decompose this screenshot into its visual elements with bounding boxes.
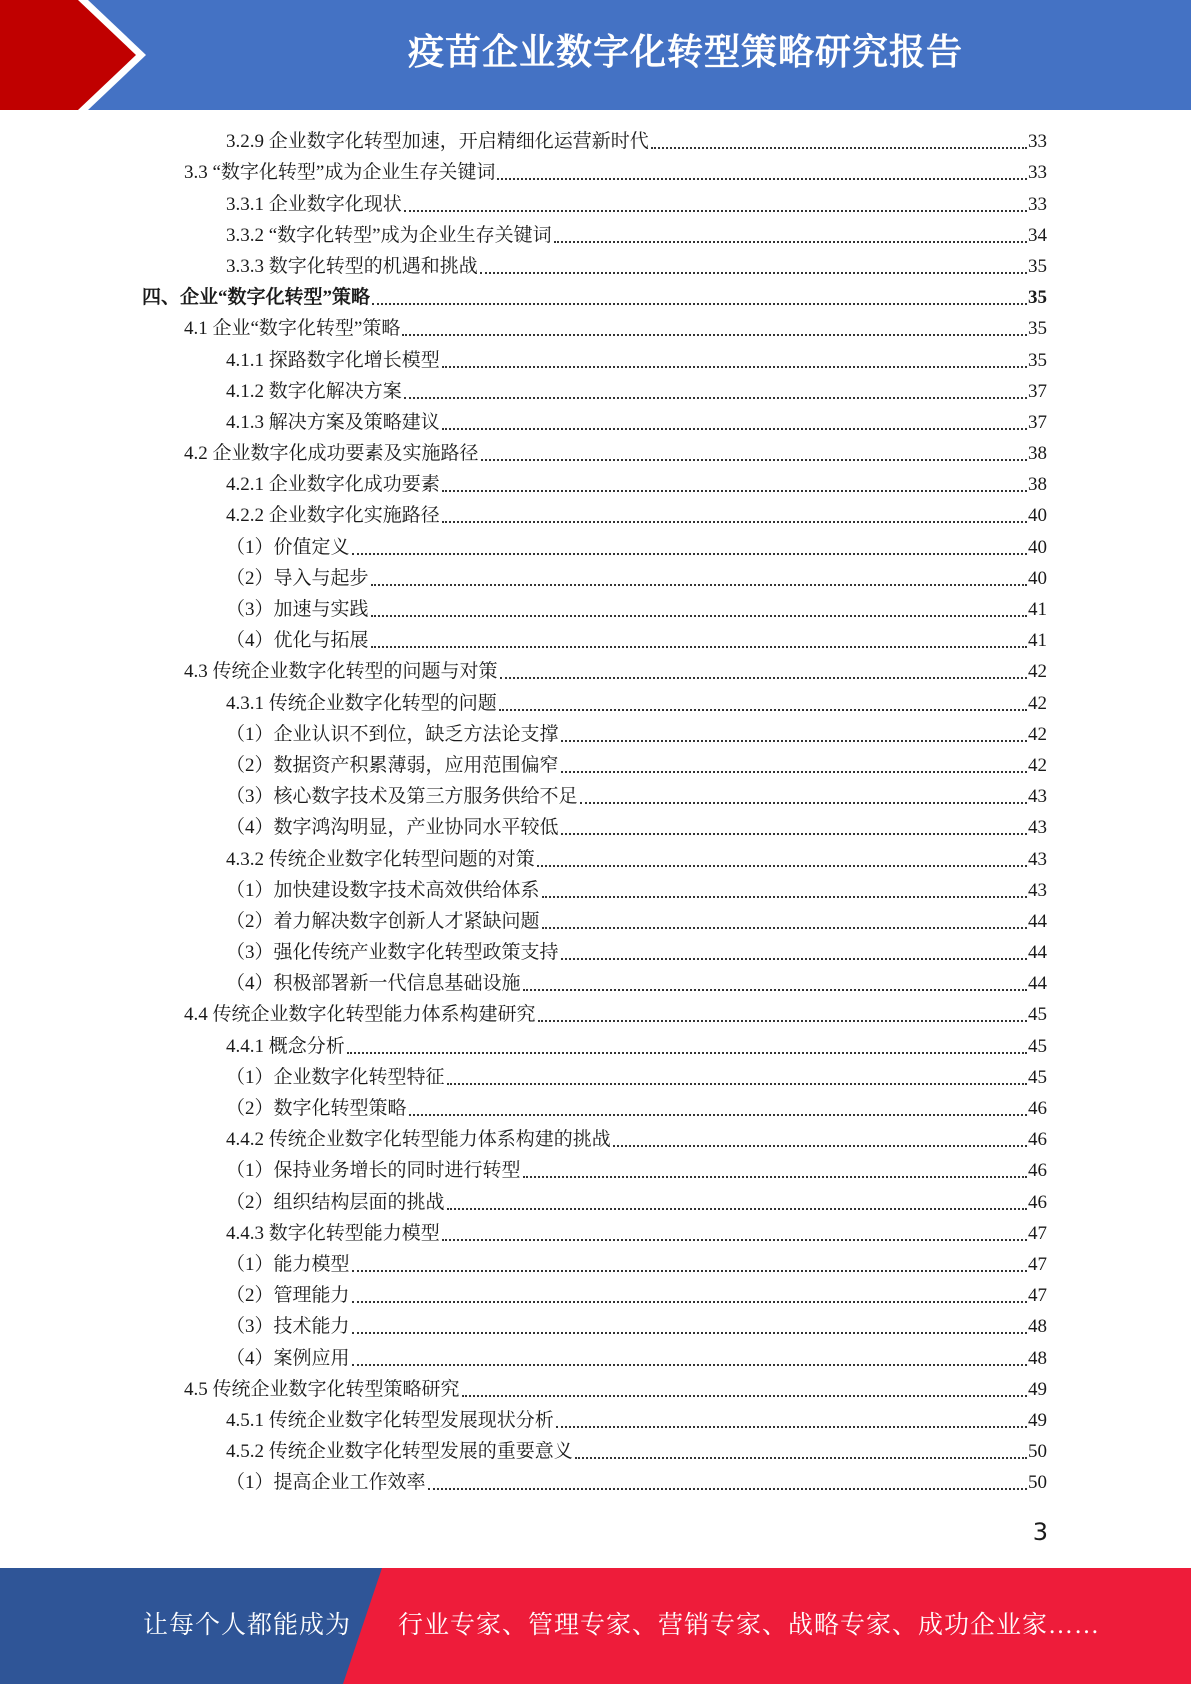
toc-entry-page-number: 40 — [1028, 567, 1047, 589]
toc-dot-leader — [523, 1176, 1027, 1178]
toc-entry-page-number: 40 — [1028, 536, 1047, 558]
toc-entry[interactable] — [0, 470, 1191, 501]
toc-entry[interactable] — [0, 1219, 1191, 1250]
toc-entry-page-number: 43 — [1028, 786, 1047, 808]
toc-entry[interactable] — [0, 1125, 1191, 1156]
toc-entry[interactable] — [0, 688, 1191, 719]
toc-entry-label: （3）核心数字技术及第三方服务供给不足 — [226, 786, 578, 808]
toc-entry-page-number: 34 — [1028, 224, 1047, 246]
toc-entry-page-number: 47 — [1028, 1222, 1047, 1244]
toc-dot-leader — [347, 1052, 1027, 1054]
toc-entry[interactable] — [0, 657, 1191, 688]
toc-entry[interactable] — [0, 1281, 1191, 1312]
toc-entry-label: 4.5.1 传统企业数字化转型发展现状分析 — [226, 1409, 554, 1431]
toc-entry[interactable] — [0, 626, 1191, 657]
toc-entry[interactable] — [0, 532, 1191, 563]
toc-entry[interactable] — [0, 1437, 1191, 1468]
toc-entry-label: 4.1 企业“数字化转型”策略 — [184, 318, 401, 340]
toc-dot-leader — [497, 178, 1027, 180]
toc-entry[interactable] — [0, 844, 1191, 875]
toc-dot-leader — [542, 896, 1027, 898]
toc-dot-leader — [352, 1332, 1027, 1334]
toc-dot-leader — [371, 584, 1027, 586]
toc-entry-label: 4.1.1 探路数字化增长模型 — [226, 349, 440, 371]
toc-dot-leader — [409, 1114, 1027, 1116]
toc-entry-page-number: 42 — [1028, 723, 1047, 745]
toc-dot-leader — [447, 1083, 1027, 1085]
toc-entry[interactable] — [0, 1094, 1191, 1125]
toc-dot-leader — [500, 677, 1027, 679]
toc-entry-label: 4.2.2 企业数字化实施路径 — [226, 505, 440, 527]
toc-dot-leader — [651, 147, 1027, 149]
toc-dot-leader — [428, 1488, 1027, 1490]
page-header — [0, 0, 1191, 110]
toc-dot-leader — [542, 927, 1027, 929]
toc-dot-leader — [462, 1395, 1027, 1397]
table-of-contents — [0, 127, 1191, 1499]
toc-entry-label: （1）价值定义 — [226, 536, 350, 558]
toc-entry-label: 4.3.1 传统企业数字化转型的问题 — [226, 692, 497, 714]
toc-entry[interactable] — [0, 283, 1191, 314]
toc-entry-label: 4.4.1 概念分析 — [226, 1035, 345, 1057]
toc-entry-label: （3）强化传统产业数字化转型政策支持 — [226, 942, 559, 964]
toc-entry-page-number: 41 — [1028, 630, 1047, 652]
toc-entry[interactable] — [0, 314, 1191, 345]
toc-dot-leader — [523, 989, 1027, 991]
toc-entry-page-number: 35 — [1028, 287, 1047, 309]
toc-entry-label: 4.5 传统企业数字化转型策略研究 — [184, 1378, 460, 1400]
toc-entry-label: （2）数字化转型策略 — [226, 1098, 407, 1119]
toc-entry[interactable] — [0, 1156, 1191, 1187]
toc-entry[interactable] — [0, 720, 1191, 751]
toc-entry-page-number: 49 — [1028, 1378, 1047, 1400]
toc-entry-page-number: 46 — [1028, 1160, 1047, 1182]
toc-entry-page-number: 45 — [1028, 1004, 1047, 1026]
toc-dot-leader — [404, 397, 1027, 399]
toc-dot-leader — [613, 1145, 1027, 1147]
toc-entry-label: 4.3.2 传统企业数字化转型问题的对策 — [226, 848, 535, 870]
footer-slogan-left: 让每个人都能成为 — [143, 1612, 352, 1639]
toc-dot-leader — [480, 272, 1027, 274]
toc-entry[interactable] — [0, 1063, 1191, 1094]
toc-entry-page-number: 49 — [1028, 1409, 1047, 1431]
toc-entry-page-number: 33 — [1028, 193, 1047, 215]
toc-entry-label: 4.4 传统企业数字化转型能力体系构建研究 — [184, 1004, 536, 1026]
toc-entry-page-number: 47 — [1028, 1253, 1047, 1275]
toc-entry[interactable] — [0, 189, 1191, 220]
toc-dot-leader — [561, 833, 1027, 835]
toc-dot-leader — [404, 210, 1027, 212]
toc-entry[interactable] — [0, 1468, 1191, 1499]
toc-entry-label: （1）提高企业工作效率 — [226, 1472, 426, 1494]
toc-entry[interactable] — [0, 751, 1191, 782]
toc-entry-page-number: 42 — [1028, 661, 1047, 683]
toc-dot-leader — [442, 490, 1027, 492]
toc-entry-label: （3）加速与实践 — [226, 599, 369, 620]
toc-entry-label: （1）保持业务增长的同时进行转型 — [226, 1160, 521, 1182]
toc-entry-page-number: 50 — [1028, 1472, 1047, 1494]
toc-entry-label: （1）加快建设数字技术高效供给体系 — [226, 879, 540, 901]
toc-entry-label: 4.4.2 传统企业数字化转型能力体系构建的挑战 — [226, 1129, 611, 1151]
toc-entry[interactable] — [0, 595, 1191, 626]
toc-entry[interactable] — [0, 1343, 1191, 1374]
toc-entry[interactable] — [0, 1250, 1191, 1281]
toc-dot-leader — [442, 428, 1027, 430]
toc-entry[interactable] — [0, 1312, 1191, 1343]
toc-entry-page-number: 43 — [1028, 848, 1047, 870]
toc-entry[interactable] — [0, 127, 1191, 158]
toc-entry[interactable] — [0, 408, 1191, 439]
toc-entry-page-number: 35 — [1028, 349, 1047, 371]
toc-dot-leader — [537, 865, 1027, 867]
toc-entry[interactable] — [0, 252, 1191, 283]
toc-entry-label: （4）案例应用 — [226, 1347, 350, 1369]
toc-entry[interactable] — [0, 813, 1191, 844]
toc-dot-leader — [575, 1457, 1027, 1459]
toc-entry-label: 4.5.2 传统企业数字化转型发展的重要意义 — [226, 1441, 573, 1463]
toc-entry-label: 4.2 企业数字化成功要素及实施路径 — [184, 443, 479, 465]
toc-entry-page-number: 46 — [1028, 1191, 1047, 1213]
toc-dot-leader — [442, 366, 1027, 368]
toc-entry-page-number: 38 — [1028, 443, 1047, 465]
toc-entry-label: （3）技术能力 — [226, 1316, 350, 1338]
toc-dot-leader — [442, 521, 1027, 523]
toc-entry-page-number: 46 — [1028, 1098, 1047, 1119]
document-title: 疫苗企业数字化转型策略研究报告 — [407, 32, 963, 73]
toc-entry-page-number: 43 — [1028, 879, 1047, 901]
toc-entry-label: （2）组织结构层面的挑战 — [226, 1191, 445, 1213]
toc-entry[interactable] — [0, 158, 1191, 189]
toc-entry[interactable] — [0, 439, 1191, 470]
toc-dot-leader — [371, 646, 1027, 648]
toc-entry-label: 4.1.3 解决方案及策略建议 — [226, 411, 440, 433]
toc-entry-page-number: 50 — [1028, 1441, 1047, 1463]
toc-entry-label: 3.3.3 数字化转型的机遇和挑战 — [226, 255, 478, 277]
toc-entry-label: 3.3 “数字化转型”成为企业生存关键词 — [184, 162, 496, 184]
header-chevron-decoration — [0, 0, 155, 110]
toc-entry[interactable] — [0, 1187, 1191, 1218]
toc-dot-leader — [580, 802, 1027, 804]
toc-entry-page-number: 48 — [1028, 1347, 1047, 1369]
toc-entry-label: 4.2.1 企业数字化成功要素 — [226, 474, 440, 496]
toc-entry-label: 4.4.3 数字化转型能力模型 — [226, 1222, 440, 1244]
toc-entry-label: 3.3.1 企业数字化现状 — [226, 193, 402, 215]
toc-entry-page-number: 40 — [1028, 505, 1047, 527]
toc-entry[interactable] — [0, 221, 1191, 252]
toc-entry[interactable] — [0, 876, 1191, 907]
toc-dot-leader — [352, 1364, 1027, 1366]
toc-entry[interactable] — [0, 1406, 1191, 1437]
toc-entry-label: （2）数据资产积累薄弱，应用范围偏窄 — [226, 754, 559, 776]
toc-entry-label: （1）能力模型 — [226, 1253, 350, 1275]
toc-entry-label: （1）企业认识不到位，缺乏方法论支撑 — [226, 723, 559, 745]
toc-entry[interactable] — [0, 938, 1191, 969]
toc-entry-label: 4.1.2 数字化解决方案 — [226, 380, 402, 402]
toc-entry-label: 3.3.2 “数字化转型”成为企业生存关键词 — [226, 224, 552, 246]
toc-entry-label: （2）管理能力 — [226, 1285, 350, 1307]
toc-dot-leader — [538, 1020, 1027, 1022]
toc-dot-leader — [371, 615, 1027, 617]
toc-entry[interactable] — [0, 782, 1191, 813]
toc-dot-leader — [352, 1270, 1027, 1272]
toc-entry-page-number: 35 — [1028, 255, 1047, 277]
toc-entry[interactable] — [0, 564, 1191, 595]
toc-entry-label: （4）数字鸿沟明显，产业协同水平较低 — [226, 817, 559, 839]
toc-entry[interactable] — [0, 377, 1191, 408]
toc-entry-page-number: 47 — [1028, 1285, 1047, 1307]
toc-dot-leader — [561, 771, 1027, 773]
toc-entry-label: 四、企业“数字化转型”策略 — [142, 287, 371, 309]
toc-entry-label: （1）企业数字化转型特征 — [226, 1066, 445, 1088]
footer-slogan-right: 行业专家、管理专家、营销专家、战略专家、成功企业家…… — [398, 1612, 1101, 1639]
toc-entry-page-number: 35 — [1028, 318, 1047, 340]
page-footer — [0, 1568, 1191, 1684]
toc-dot-leader — [402, 334, 1027, 336]
toc-dot-leader — [481, 459, 1027, 461]
toc-entry-label: （4）优化与拓展 — [226, 630, 369, 652]
toc-entry-page-number: 44 — [1028, 910, 1047, 932]
toc-dot-leader — [554, 241, 1027, 243]
toc-entry-page-number: 38 — [1028, 474, 1047, 496]
toc-entry-page-number: 46 — [1028, 1129, 1047, 1151]
toc-entry-page-number: 37 — [1028, 411, 1047, 433]
toc-dot-leader — [561, 958, 1027, 960]
toc-entry[interactable] — [0, 1000, 1191, 1031]
toc-entry-page-number: 33 — [1028, 131, 1047, 153]
toc-dot-leader — [352, 553, 1027, 555]
toc-dot-leader — [556, 1426, 1027, 1428]
toc-entry-label: （2）导入与起步 — [226, 567, 369, 589]
toc-entry[interactable] — [0, 969, 1191, 1000]
toc-entry-page-number: 42 — [1028, 692, 1047, 714]
toc-entry-label: （4）积极部署新一代信息基础设施 — [226, 973, 521, 995]
toc-entry-page-number: 48 — [1028, 1316, 1047, 1338]
toc-entry-page-number: 45 — [1028, 1035, 1047, 1057]
toc-entry-page-number: 41 — [1028, 599, 1047, 620]
toc-entry-page-number: 42 — [1028, 754, 1047, 776]
toc-entry-page-number: 43 — [1028, 817, 1047, 839]
toc-entry-label: 3.2.9 企业数字化转型加速，开启精细化运营新时代 — [226, 131, 649, 153]
toc-entry[interactable] — [0, 907, 1191, 938]
toc-entry[interactable] — [0, 501, 1191, 532]
toc-dot-leader — [442, 1239, 1027, 1241]
toc-entry-page-number: 37 — [1028, 380, 1047, 402]
toc-dot-leader — [499, 709, 1027, 711]
toc-entry-page-number: 33 — [1028, 162, 1047, 184]
toc-entry-label: 4.3 传统企业数字化转型的问题与对策 — [184, 661, 498, 683]
toc-entry-page-number: 45 — [1028, 1066, 1047, 1088]
page-number: 3 — [1032, 1518, 1048, 1546]
toc-entry[interactable] — [0, 1375, 1191, 1406]
toc-entry-page-number: 44 — [1028, 973, 1047, 995]
toc-entry-label: （2）着力解决数字创新人才紧缺问题 — [226, 910, 540, 932]
toc-entry-page-number: 44 — [1028, 942, 1047, 964]
toc-dot-leader — [561, 740, 1027, 742]
toc-dot-leader — [447, 1208, 1027, 1210]
toc-entry[interactable] — [0, 1031, 1191, 1062]
toc-dot-leader — [352, 1301, 1027, 1303]
toc-entry[interactable] — [0, 345, 1191, 376]
toc-dot-leader — [372, 303, 1027, 305]
